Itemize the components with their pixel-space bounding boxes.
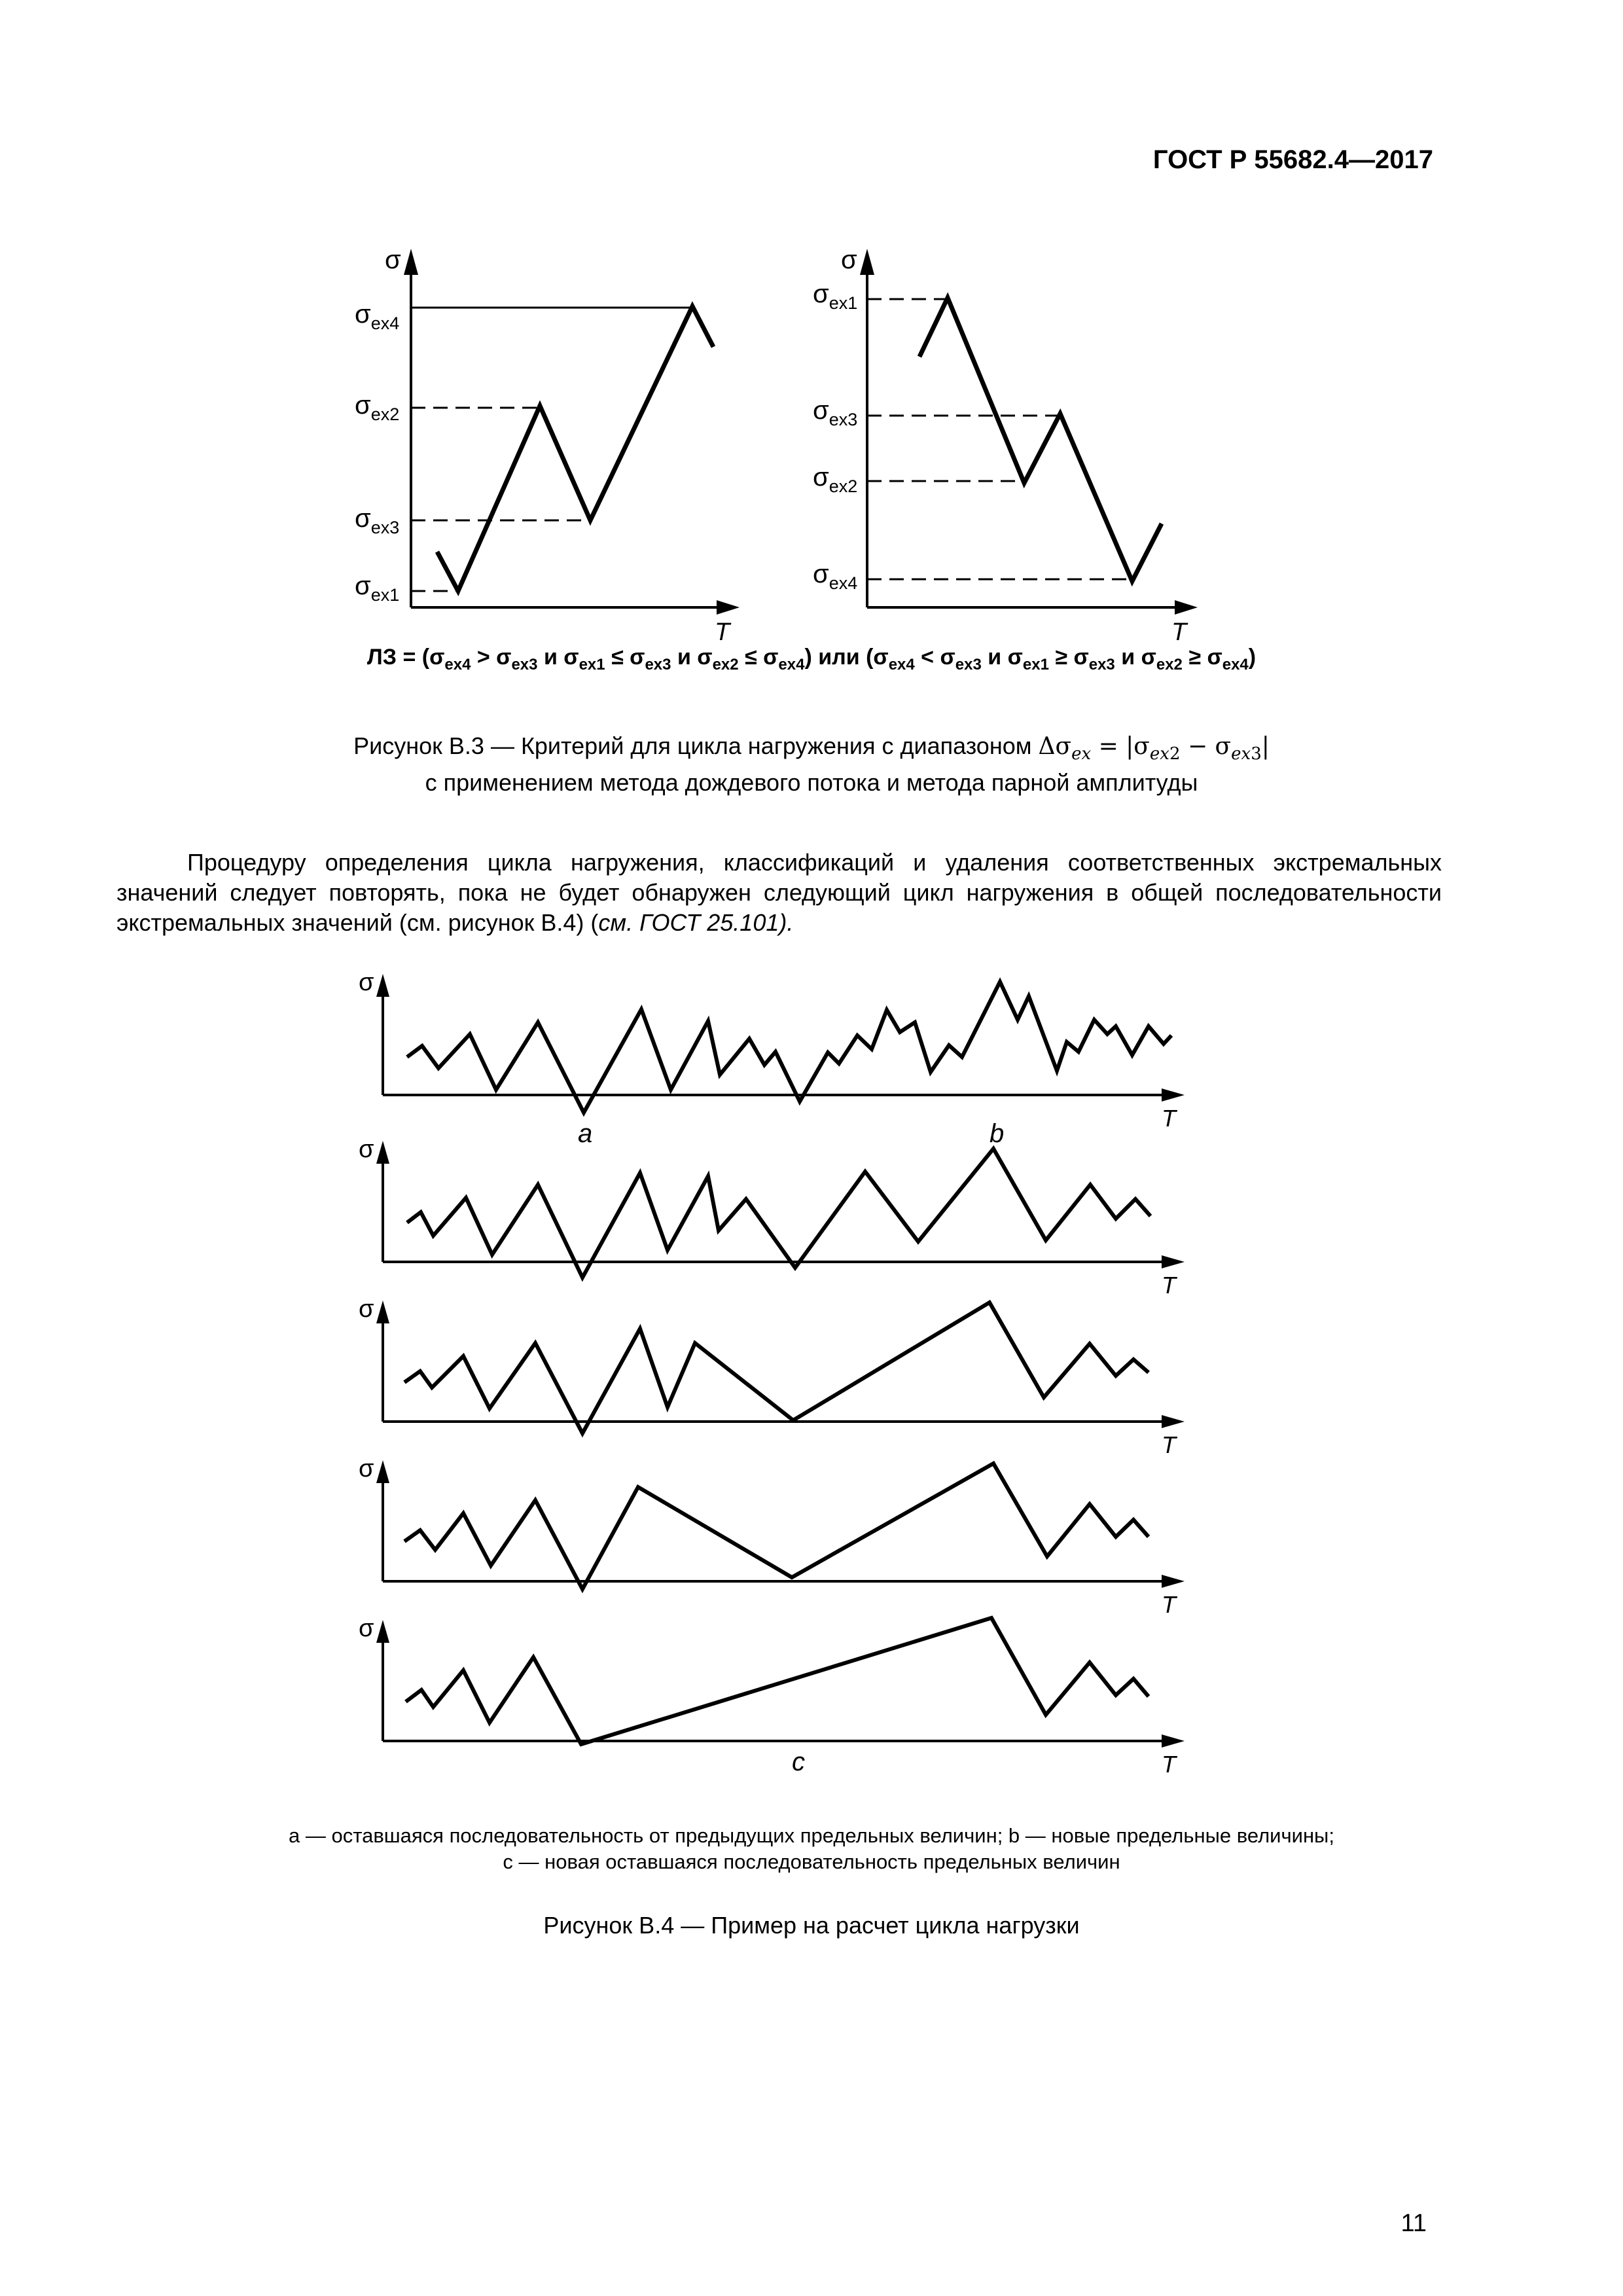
svg-text:σex4: $\sigma_{ex4}$ xyxy=(355,300,400,333)
figure-b4-legend: a — оставшаяся последовательность от предыдущих предельных величин; b — новые предельные величины; c — новая оставшаяся последовательность предельных величин xyxy=(289,1824,1334,1873)
left-label-ex3: ex3 xyxy=(370,518,400,537)
panel-5-t-label: T xyxy=(1162,1751,1176,1778)
svg-text:σex2: $\sigma_{ex2}$ xyxy=(813,463,858,496)
left-label-ex1: ex1 xyxy=(370,585,400,605)
panel-4-sigma-label: σ xyxy=(359,1455,374,1482)
standard-header: ГОСТ Р 55682.4—2017 xyxy=(1152,145,1433,174)
left-label-ex4: ex4 xyxy=(370,314,400,333)
figure-b4-diagram xyxy=(0,969,1623,1780)
svg-text:σex2: $\sigma_{ex2}$ xyxy=(355,391,400,424)
figure-b3-right-panel xyxy=(813,245,1198,641)
panel-3-t-label: T xyxy=(1162,1431,1176,1458)
panel-2-t-label: T xyxy=(1162,1272,1176,1299)
panel-5-signal xyxy=(406,1618,1149,1744)
figure-b3-formula: ЛЗ = ($\sigma_{ex4} > \sigma_{ex3}$ и $\sigma_{ex1} \le \sigma_{ex3}$ и $\sigma_{ex2} \le \sigma_{ex4}$) или ($\sigma_{ex4} < \sigma_{ex3}$ и $\sigma_{ex1} \ge \sigma_{ex3}$ и $\sigma_{ex2} \ge \sigma_{ex4}$) xyxy=(366,645,1257,673)
marker-b: b xyxy=(990,1119,1005,1148)
left-axis-t: T xyxy=(715,619,730,641)
panel-1-signal xyxy=(407,982,1171,1113)
svg-text:σex3: $\sigma_{ex3}$ xyxy=(355,504,400,537)
figure-b3-caption: Рисунок В.3 — Критерий для цикла нагружения с диапазоном $\Delta\sigma_{ex} = |\sigma_{ex2} - \sigma_{ex3}|$ с применением метода дождевого потока и метода парной амплитуды xyxy=(353,732,1270,797)
svg-text:σex3: $\sigma_{ex3}$ xyxy=(813,396,858,429)
right-axis-sigma: σ xyxy=(841,245,857,274)
panel-4-signal xyxy=(404,1463,1149,1589)
svg-text:σex1: $\sigma_{ex1}$ xyxy=(813,279,858,313)
right-label-ex4: ex4 xyxy=(829,573,858,593)
right-label-ex3: ex3 xyxy=(829,410,858,429)
panel-1-t-label: T xyxy=(1162,1105,1176,1132)
marker-c: c xyxy=(792,1748,805,1776)
panel-2-sigma-label: σ xyxy=(359,1136,374,1163)
figure-b3-diagram xyxy=(0,236,1623,641)
left-label-ex2: ex2 xyxy=(370,404,400,424)
right-label-ex1: ex1 xyxy=(829,293,858,313)
svg-text:σex1: $\sigma_{ex1}$ xyxy=(355,571,400,605)
right-axis-t: T xyxy=(1171,619,1187,641)
panel-3-sigma-label: σ xyxy=(359,1295,374,1323)
panel-4-t-label: T xyxy=(1162,1591,1176,1618)
panel-1-sigma-label: σ xyxy=(359,969,374,996)
left-axis-sigma: σ xyxy=(385,245,401,274)
marker-a: a xyxy=(578,1119,593,1148)
panel-5-sigma-label: σ xyxy=(359,1615,374,1642)
right-label-ex2: ex2 xyxy=(829,476,858,496)
body-paragraph: Процедуру определения цикла нагружения, классификаций и удаления соответственных экстремальных значений следует повторять, пока не будет обнаружен следующий цикл нагружения в общей последовательности экстремальных значений (см. рисунок В.4) (см. ГОСТ 25.101). xyxy=(116,849,1442,936)
svg-text:σex4: $\sigma_{ex4}$ xyxy=(813,560,858,593)
figure-b4-caption: Рисунок В.4 — Пример на расчет цикла нагрузки xyxy=(543,1912,1080,1939)
panel-3-signal xyxy=(404,1302,1149,1433)
panel-2-signal xyxy=(407,1149,1150,1278)
figure-b3-left-panel xyxy=(355,245,740,641)
page-number: 11 xyxy=(1400,2210,1427,2237)
